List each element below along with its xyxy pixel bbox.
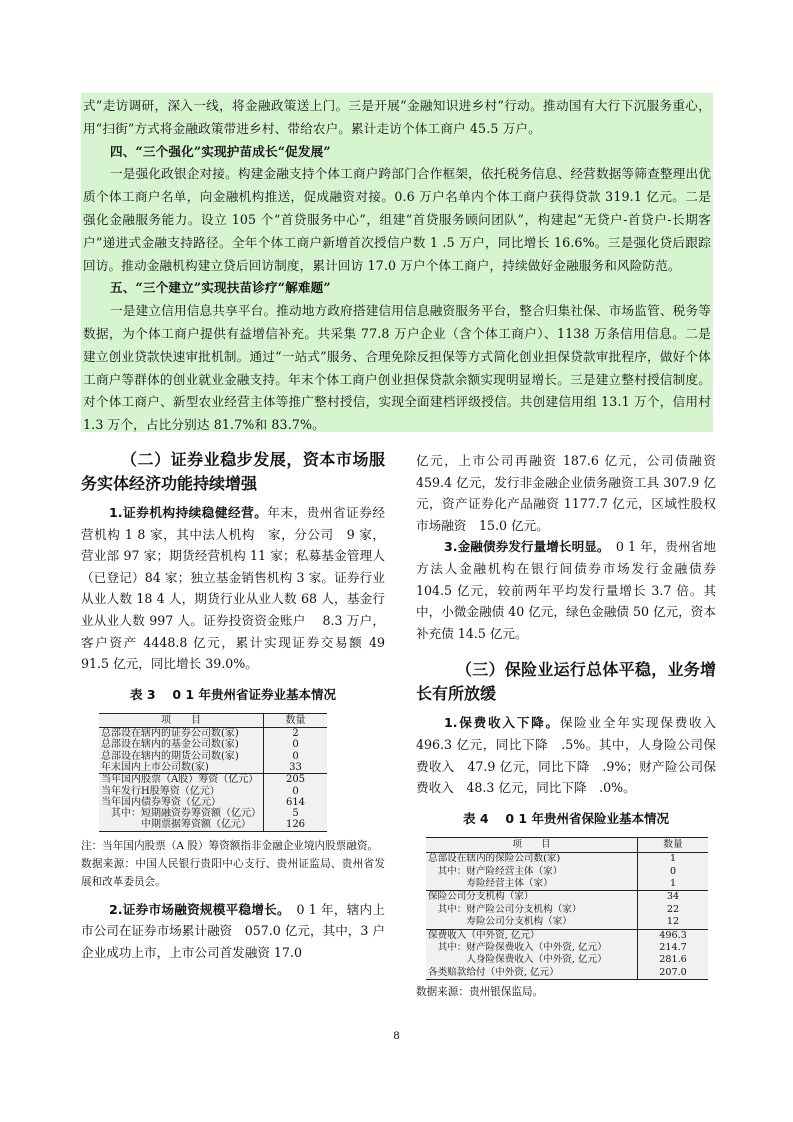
table-header-item: 项 目 bbox=[99, 713, 264, 727]
table-row bbox=[426, 891, 708, 904]
table-cell-item: 总部设在辖内的基金公司数(家) bbox=[99, 739, 264, 750]
paragraph-lead: 1.保费收入下降。 bbox=[444, 715, 560, 731]
table-cell-value: 126 bbox=[264, 819, 328, 831]
table-cell-item: 各类赔款给付（中外资, 亿元） bbox=[426, 967, 638, 980]
table-cell-value: 207.0 bbox=[638, 967, 709, 980]
table-row bbox=[99, 808, 327, 819]
table-cell-item: 总部设在辖内的期货公司数(家) bbox=[99, 751, 264, 762]
table4-source: 数据来源：贵州银保监局。 bbox=[416, 986, 544, 999]
table-row bbox=[426, 866, 708, 878]
paragraph-body: 0 1 年，贵州省地方法人金融机构在银行间债券市场发行金融债券 104.5 亿元，较前两年平均发行量增长 3.7 倍。其中，小微金融债 40 亿元，绿色金融债 50 亿元，资本补充债 14.5 亿元。 bbox=[416, 539, 716, 641]
table-cell-value: 1 bbox=[669, 877, 677, 889]
table-cell-value: 22 bbox=[666, 903, 680, 915]
box-paragraph-2: 一是强化政银企对接。构建金融支持个体工商户跨部门合作框架，依托税务信息、经营数据等筛查整理出优质个体工商户名单，向金融机构推送，促成融资对接。0.6 万户名单内个体工商户获得贷款 319.1 亿元。二是强化金融服务能力。设立 105 个“首贷服务中心”，组建“首贷服务顾问团队”，构建起“无贷户-首贷户-长期客户”递进式金融支持路径。全年个体工商户新增首次授信户数 1 .5 万户，同比增长 16.6%。三是强化贷后跟踪回访。推动金融机构建立贷后回访制度，累计回访 17.0 万户个体工商户，持续做好金融服务和风险防范。 bbox=[83, 166, 711, 273]
section-title-securities: （二）证券业稳步发展，资本市场服务实体经济功能持续增强 bbox=[81, 450, 385, 493]
table-row bbox=[99, 728, 327, 740]
table-cell-item: 年末国内上市公司数(家) bbox=[99, 762, 264, 774]
paragraph-financial-bonds bbox=[416, 536, 716, 644]
table4 bbox=[426, 837, 708, 980]
paragraph-body: 0 1 年，辖内上市公司在证券市场累计融资 057.0 亿元，其中，3 户企业成功上市，上市公司首发融资 17.0 bbox=[81, 901, 385, 960]
table-row bbox=[426, 929, 708, 942]
table-cell-value: 496.3 bbox=[638, 929, 709, 942]
table-row bbox=[426, 853, 708, 866]
table-cell-value: 1 bbox=[669, 853, 677, 865]
table-cell-value: 281.6 bbox=[659, 954, 687, 966]
paragraph-securities-financing bbox=[81, 899, 385, 964]
table-row bbox=[99, 762, 327, 774]
table-row bbox=[426, 878, 708, 891]
table-cell-value: 205 bbox=[264, 774, 328, 786]
table-row bbox=[426, 904, 708, 916]
table4-caption: 表 4 0 1 年贵州省保险业基本情况 bbox=[462, 810, 669, 826]
paragraph-body: 年末，贵州省证券经营机构 1 8 家，其中法人机构 家，分公司 9 家，营业部 97 家；期货经营机构 11 家；私募基金管理人（已登记）84 家；独立基金销售机构 3 家。证券行业从业人数 18 4 人，期货行业从业人数 68 人，基金行业从业人数 997 人。证券投资资金账户 8.3 万户，客户资产 4448.8 亿元，累计实现证券交易额 49 91.5 亿元，同比增长 39.0%。 bbox=[81, 505, 385, 672]
table-cell-value: 5 bbox=[292, 808, 299, 820]
table-header-value: 数量 bbox=[264, 713, 328, 727]
page-number: 8 bbox=[393, 1030, 400, 1042]
box-heading-5: 五、“三个建立”实现扶苗诊疗“解难题” bbox=[110, 280, 331, 296]
table-row bbox=[99, 786, 327, 797]
table-row bbox=[426, 954, 708, 966]
box-heading-4: 四、“三个强化”实现护苗成长“促发展” bbox=[110, 143, 331, 159]
paragraph-continued: 亿元，上市公司再融资 187.6 亿元，公司债融资 459.4 亿元，发行非金融企业债务融资工具 307.9 亿元，资产证券化产品融资 1177.7 亿元，区域性股权市场融资 15.0 亿元。 bbox=[416, 453, 716, 533]
highlight-box bbox=[81, 93, 713, 432]
table-cell-item: 其中：财产险保费收入（中外资, 亿元） bbox=[426, 942, 638, 954]
table-cell-value: 0 bbox=[292, 739, 299, 751]
table-header-item: 项 目 bbox=[426, 837, 638, 852]
table-cell-value: 33 bbox=[289, 761, 302, 773]
box-paragraph-1: 式”走访调研，深入一线，将金融政策送上门。三是开展“金融知识进乡村”行动。推动国有大行下沉服务重心，用“扫街”方式将金融政策带进乡村、带给农户。累计走访个体工商户 45.5 万户。 bbox=[83, 98, 711, 136]
paragraph-lead: 3.金融债券发行量增长明显。 bbox=[444, 539, 604, 555]
table-row bbox=[99, 774, 327, 786]
table-cell-value: 0 bbox=[292, 750, 299, 762]
right-column bbox=[416, 450, 716, 1001]
table-cell-value: 614 bbox=[285, 796, 306, 808]
table-cell-value: 34 bbox=[638, 891, 709, 904]
table-cell-item: 当年发行H股筹资（亿元） bbox=[99, 786, 264, 797]
table-row bbox=[99, 819, 327, 831]
paragraph-body: 保险业全年实现保费收入 496.3 亿元，同比下降 .5%。其中，人身险公司保费收入 47.9 亿元，同比下降 .9%；财产险公司保费收入 48.3 亿元，同比下降 .0%。 bbox=[416, 715, 716, 796]
table-header-row bbox=[99, 713, 327, 727]
table-row bbox=[99, 751, 327, 762]
paragraph-lead: 1.证券机构持续稳健经营。 bbox=[109, 505, 268, 520]
table-row bbox=[426, 967, 708, 980]
table-cell-item: 寿险经营主体（家） bbox=[426, 878, 638, 891]
table-cell-item: 当年国内股票（A股）筹资（亿元） bbox=[99, 774, 264, 786]
table-cell-item: 保险公司分支机构（家） bbox=[426, 891, 638, 904]
table-header-row bbox=[426, 837, 708, 852]
paragraph-securities-institutions bbox=[81, 502, 385, 675]
table-cell-value: 2 bbox=[292, 728, 299, 740]
table3-caption: 表 3 0 1 年贵州省证券业基本情况 bbox=[129, 686, 336, 702]
paragraph-lead: 2.证券市场融资规模平稳增长。 bbox=[109, 901, 284, 917]
table3-note: 注：当年国内股票（A 股）筹资额指非金融企业境内股票融资。 bbox=[81, 839, 379, 852]
table-cell-item: 其中：财产险公司分支机构（家） bbox=[426, 904, 638, 916]
table-cell-item: 当年国内债券筹资（亿元） bbox=[99, 797, 264, 808]
table-cell-value: 0 bbox=[292, 785, 299, 797]
table-cell-value: 214.7 bbox=[659, 941, 687, 953]
table-cell-item: 人身险保费收入（中外资, 亿元） bbox=[426, 954, 638, 966]
table-cell-item: 其中：短期融资券筹资额（亿元） bbox=[99, 808, 264, 819]
table-cell-item: 其中：财产险经营主体（家） bbox=[426, 866, 638, 878]
box-paragraph-3: 一是建立信用信息共享平台。推动地方政府搭建信用信息融资服务平台，整合归集社保、市场监管、税务等数据，为个体工商户提供有益增信补充。共采集 77.8 万户企业（含个体工商户）、1138 万条信用信息。二是建立创业贷款快速审批机制。通过“一站式”服务、合理免除反担保等方式简化创业担保贷款审批程序，做好个体工商户等群体的创业就业金融支持。年末个体工商户创业担保贷款余额实现明显增长。三是建立整村授信制度。对个体工商户、新型农业经营主体等推广整村授信，实现全面建档评级授信。共创建信用组 13.1 万个，信用村 1.3 万个，占比分别达 81.7%和 83.7%。 bbox=[83, 303, 711, 433]
table-cell-item: 寿险公司分支机构（家） bbox=[426, 916, 638, 929]
section-title-insurance: （三）保险业运行总体平稳，业务增长有所放缓 bbox=[416, 660, 716, 704]
table-cell-item: 总部设在辖内的保险公司数(家) bbox=[426, 853, 638, 866]
left-column bbox=[81, 448, 385, 964]
paragraph-premium-income bbox=[416, 712, 716, 798]
table-cell-item: 总部设在辖内的证券公司数(家) bbox=[99, 728, 264, 740]
table-row bbox=[426, 916, 708, 929]
table3-source: 数据来源：中国人民银行贵阳中心支行、贵州证监局、贵州省发展和改革委员会。 bbox=[81, 857, 385, 888]
table-cell-item: 保费收入（中外资, 亿元） bbox=[426, 929, 638, 942]
table3 bbox=[99, 713, 327, 832]
table-cell-value: 0 bbox=[669, 865, 677, 877]
table-row bbox=[99, 739, 327, 750]
table-row bbox=[99, 797, 327, 808]
table-header-value: 数量 bbox=[638, 837, 709, 852]
table-cell-item: 中期票据筹资额（亿元） bbox=[99, 819, 264, 831]
table-row bbox=[426, 942, 708, 954]
table-cell-value: 12 bbox=[666, 916, 680, 928]
